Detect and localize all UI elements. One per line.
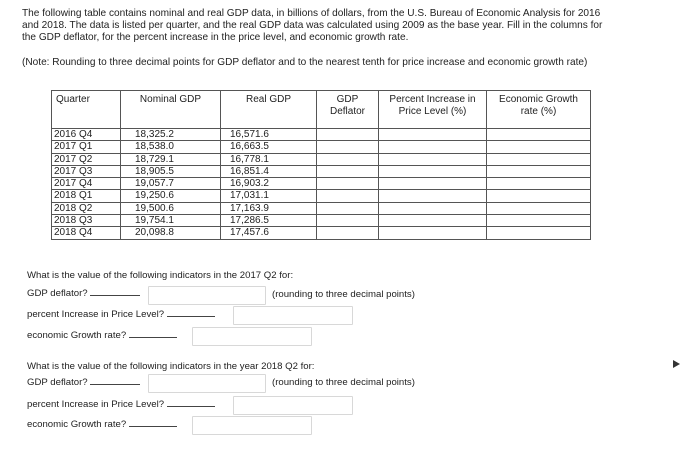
question1-growth-blank [129, 337, 177, 338]
table-row [52, 202, 591, 214]
question1-price-input[interactable] [233, 306, 353, 325]
question1-deflator-label: GDP deflator? [27, 288, 88, 299]
header-percent-increase-line2: Price Level (%) [398, 106, 467, 117]
question1-growth-row [27, 330, 177, 341]
question2-deflator-hint: (rounding to three decimal points) [272, 377, 415, 388]
header-gdp-deflator-line1: GDP [336, 94, 359, 105]
question2-growth-input[interactable] [192, 416, 312, 435]
cell-nominal-gdp: 18,905.5 [121, 165, 221, 177]
question1-deflator-hint: (rounding to three decimal points) [272, 289, 415, 300]
cell-percent-increase[interactable] [379, 202, 487, 214]
header-quarter-label: Quarter [56, 94, 90, 105]
cell-real-gdp: 16,778.1 [221, 153, 317, 165]
question2-growth-label: economic Growth rate? [27, 419, 127, 430]
question2-price-label: percent Increase in Price Level? [27, 399, 165, 410]
cell-nominal-gdp: 19,250.6 [121, 190, 221, 202]
cell-percent-increase[interactable] [379, 215, 487, 227]
cell-gdp-deflator[interactable] [317, 215, 379, 227]
cell-quarter: 2016 Q4 [52, 129, 121, 141]
cell-nominal-gdp: 18,729.1 [121, 153, 221, 165]
cell-gdp-deflator[interactable] [317, 165, 379, 177]
cell-gdp-deflator[interactable] [317, 129, 379, 141]
instructions-line-1: The following table contains nominal and real GDP data, in billions of dollars, from the U.S. Bureau of Economic Analysis for 2016 [22, 8, 601, 19]
header-quarter [52, 91, 121, 129]
instructions-line-2: and 2018. The data is listed per quarter, and the real GDP data was calculated using 2009 as the base year. Fill in the columns for [22, 20, 603, 31]
table-row [52, 141, 591, 153]
cell-growth-rate[interactable] [487, 178, 591, 190]
cell-quarter: 2018 Q2 [52, 202, 121, 214]
question1-price-row [27, 309, 215, 320]
cell-quarter: 2017 Q2 [52, 153, 121, 165]
cell-gdp-deflator[interactable] [317, 153, 379, 165]
cell-gdp-deflator[interactable] [317, 190, 379, 202]
header-gdp-deflator-line2: Deflator [329, 106, 365, 117]
question2-price-blank [167, 406, 215, 407]
table-row [52, 190, 591, 202]
cell-gdp-deflator[interactable] [317, 141, 379, 153]
cell-real-gdp: 16,903.2 [221, 178, 317, 190]
table-row [52, 129, 591, 141]
header-real-gdp: Real GDP [221, 91, 317, 129]
header-percent-increase-line1: Percent Increase in [389, 94, 476, 105]
header-growth-rate-line1: Economic Growth [499, 94, 578, 105]
cell-growth-rate[interactable] [487, 202, 591, 214]
cell-growth-rate[interactable] [487, 227, 591, 239]
table-row [52, 178, 591, 190]
cell-percent-increase[interactable] [379, 129, 487, 141]
question2-deflator-blank [90, 384, 140, 385]
question2-price-input[interactable] [233, 396, 353, 415]
cell-real-gdp: 17,163.9 [221, 202, 317, 214]
question2-deflator-row [27, 377, 140, 388]
cell-growth-rate[interactable] [487, 141, 591, 153]
cell-real-gdp: 17,286.5 [221, 215, 317, 227]
cell-real-gdp: 17,031.1 [221, 190, 317, 202]
instructions-line-3: the GDP deflator, for the percent increase in the price level, and economic growth rate. [22, 32, 409, 43]
table-header-row [52, 91, 591, 129]
cell-quarter: 2017 Q1 [52, 141, 121, 153]
table-row [52, 165, 591, 177]
cell-percent-increase[interactable] [379, 141, 487, 153]
question1-deflator-row [27, 288, 140, 299]
cell-growth-rate[interactable] [487, 129, 591, 141]
cell-quarter: 2017 Q3 [52, 165, 121, 177]
cell-real-gdp: 16,571.6 [221, 129, 317, 141]
header-nominal-gdp: Nominal GDP [121, 91, 221, 129]
cell-nominal-gdp: 19,500.6 [121, 202, 221, 214]
cell-percent-increase[interactable] [379, 190, 487, 202]
header-gdp-deflator [317, 91, 379, 129]
cell-real-gdp: 16,851.4 [221, 165, 317, 177]
question1-prompt: What is the value of the following indicators in the 2017 Q2 for: [27, 270, 294, 281]
cell-growth-rate[interactable] [487, 215, 591, 227]
cell-percent-increase[interactable] [379, 227, 487, 239]
cursor-arrow-icon [673, 360, 680, 368]
question2-growth-blank [129, 426, 177, 427]
cell-nominal-gdp: 20,098.8 [121, 227, 221, 239]
question2-price-row [27, 399, 215, 410]
cell-percent-increase[interactable] [379, 178, 487, 190]
header-percent-increase [379, 91, 487, 129]
question2-growth-row [27, 419, 177, 430]
question1-growth-label: economic Growth rate? [27, 330, 127, 341]
question1-price-blank [167, 316, 215, 317]
cell-percent-increase[interactable] [379, 153, 487, 165]
instructions-paragraph [22, 8, 682, 44]
gdp-table [51, 90, 591, 240]
cell-percent-increase[interactable] [379, 165, 487, 177]
cell-gdp-deflator[interactable] [317, 178, 379, 190]
cell-real-gdp: 17,457.6 [221, 227, 317, 239]
cell-quarter: 2018 Q1 [52, 190, 121, 202]
question1-growth-input[interactable] [192, 327, 312, 346]
cell-gdp-deflator[interactable] [317, 227, 379, 239]
question1-deflator-input[interactable] [148, 286, 266, 305]
cell-quarter: 2018 Q4 [52, 227, 121, 239]
question2-deflator-label: GDP deflator? [27, 377, 88, 388]
cell-real-gdp: 16,663.5 [221, 141, 317, 153]
question2-prompt: What is the value of the following indicators in the year 2018 Q2 for: [27, 361, 315, 372]
question1-deflator-blank [90, 295, 140, 296]
table-row [52, 215, 591, 227]
cell-gdp-deflator[interactable] [317, 202, 379, 214]
cell-growth-rate[interactable] [487, 165, 591, 177]
cell-quarter: 2017 Q4 [52, 178, 121, 190]
cell-nominal-gdp: 18,325.2 [121, 129, 221, 141]
cell-nominal-gdp: 19,754.1 [121, 215, 221, 227]
question1-price-label: percent Increase in Price Level? [27, 309, 165, 320]
header-growth-rate-line2: rate (%) [520, 106, 557, 117]
cell-growth-rate[interactable] [487, 153, 591, 165]
cell-growth-rate[interactable] [487, 190, 591, 202]
rounding-note: (Note: Rounding to three decimal points for GDP deflator and to the nearest tenth for price increase and economic growth rate) [22, 57, 588, 68]
table-row [52, 153, 591, 165]
cell-nominal-gdp: 19,057.7 [121, 178, 221, 190]
cell-quarter: 2018 Q3 [52, 215, 121, 227]
question2-deflator-input[interactable] [148, 374, 266, 393]
header-growth-rate [487, 91, 591, 129]
table-row [52, 227, 591, 239]
cell-nominal-gdp: 18,538.0 [121, 141, 221, 153]
